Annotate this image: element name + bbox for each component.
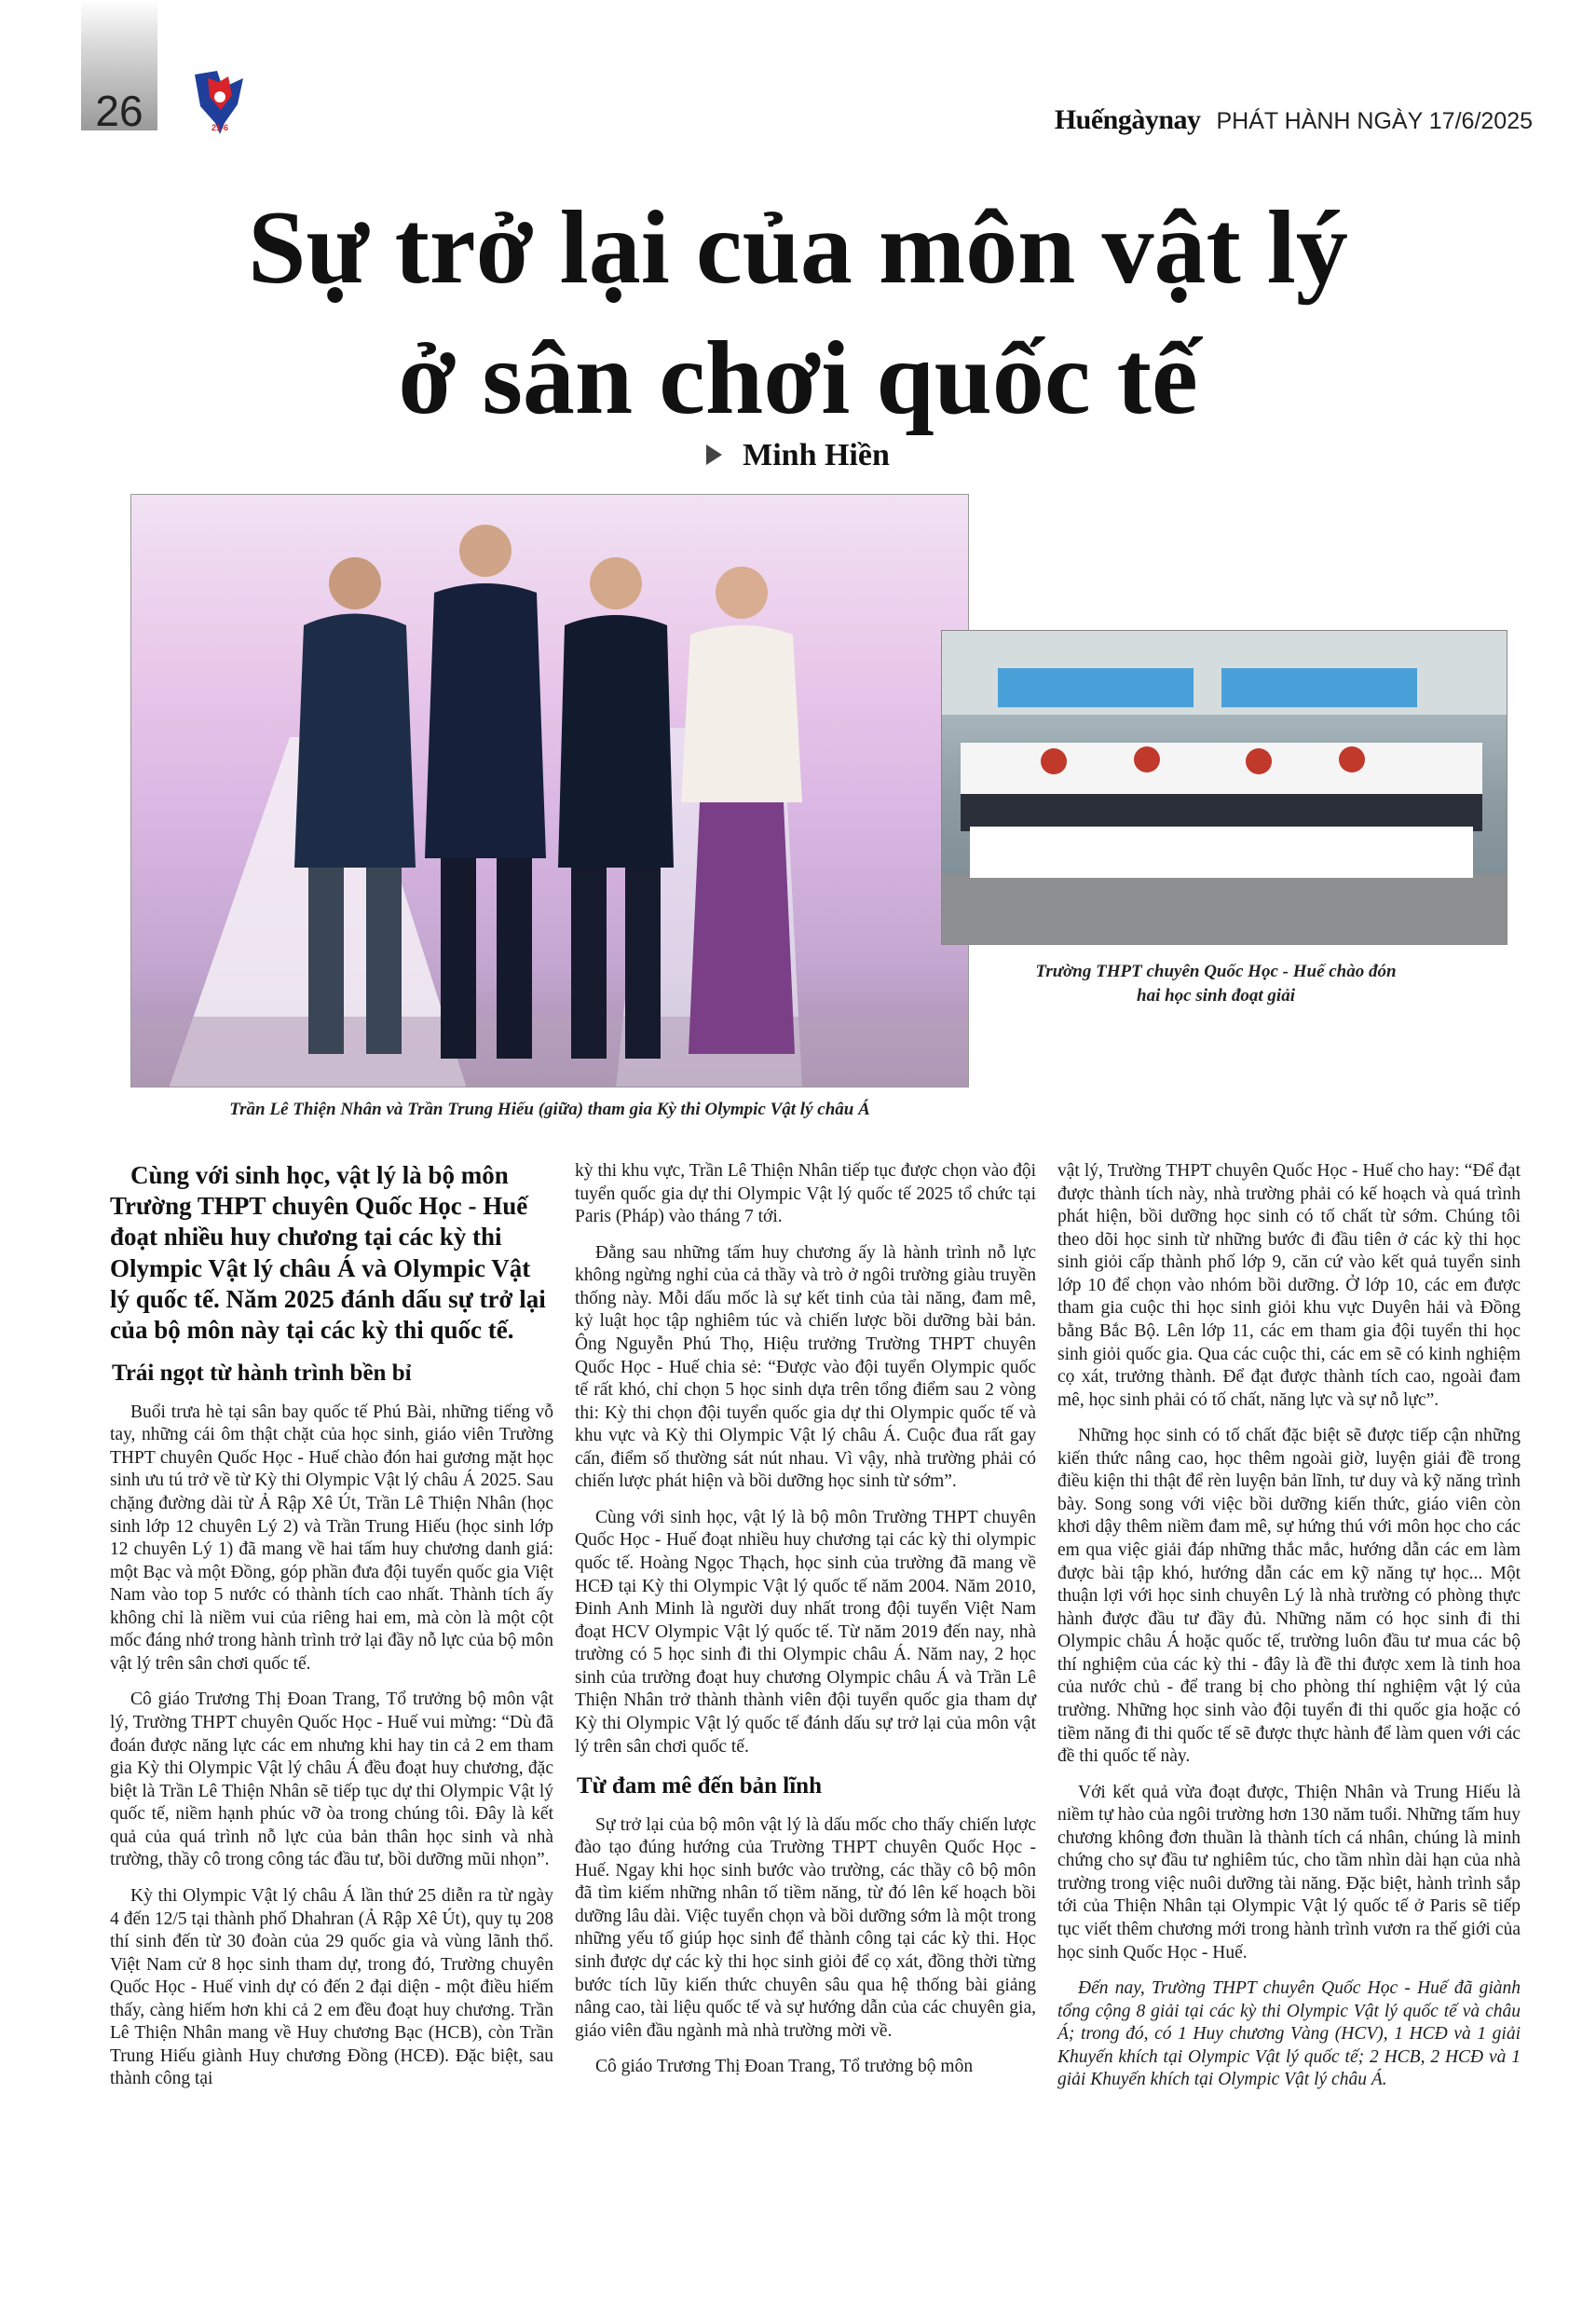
paragraph: Những học sinh có tố chất đặc biệt sẽ được tiếp cận những kiến thức nâng cao, học thêm ngoài giờ, luyện giải đề trong điều kiện thi thật để rèn luyện bản lĩnh, tư duy và kỹ năng trình bày. Song song với việc bồi dưỡng kiến thức, giáo viên còn khơi dậy thêm niềm đam mê, sự hứng thú với môn học cho các em qua việc giải đáp những thắc mắc, hướng dẫn các em làm được bài tập khó, hướng dẫn các em kỹ năng tự học... Một thuận lợi với học sinh chuyên Lý là nhà trường có phòng thực hành được đầu tư đầy đủ. Những năm có học sinh đi thi Olympic châu Á hoặc quốc tế, trường luôn đầu tư mua các bộ thí nghiệm của các kỳ thi - đây là đề thi được xem là tinh hoa của nước chủ - để trang bị cho phòng thí nghiệm vật lý của trường. Những học sinh vào đội tuyển đi thi quốc gia hoặc có tiềm năng đi thi quốc tế sẽ được thực hành để làm quen với các đề thi quốc tế này.: [1057, 1426, 1521, 1767]
headline-line-2: ở sân chơi quốc tế: [398, 321, 1198, 436]
paragraph: Cô giáo Trương Thị Đoan Trang, Tổ trưởng bộ môn: [595, 2057, 974, 2077]
paragraph: Sự trở lại của bộ môn vật lý là dấu mốc cho thấy chiến lược đào tạo đúng hướng của Trường THPT chuyên Quốc Học - Huế. Ngay khi học sinh bước vào trường, các thầy cô bộ môn đã tìm kiếm những nhân tố tiềm năng, từ đó lên kế hoạch bồi dưỡng lâu dài. Việc tuyển chọn và bồi dưỡng sớm là một trong những yếu tố giúp học sinh để thành công tại các kỳ thi. Học sinh được dự các kỳ thi học sinh giỏi để cọ xát, đồng thời từng bước tích lũy kiến thức chuyên sâu qua hệ thống bài giảng nâng cao, tài liệu quốc tế và sự hướng dẫn của các chuyên gia, giáo viên đầu ngành mà nhà trường mời về.: [575, 1814, 1036, 2041]
main-photo-illustration: [131, 495, 969, 1088]
subheading-1: Trái ngọt từ hành trình bền bỉ: [112, 1361, 412, 1387]
column-3: [1057, 1160, 1521, 2105]
author-name: Minh Hiền: [743, 438, 890, 472]
anniversary-logo: [191, 69, 249, 136]
paragraph: Cùng với sinh học, vật lý là bộ môn Trường THPT chuyên Quốc Học - Huế đoạt nhiều huy chương tại các kỳ thi olympic quốc tế. Hoàng Ngọc Thạch, học sinh của trường đã mang về HCĐ tại Kỳ thi Olympic Vật lý quốc tế năm 2004. Năm 2010, Đinh Anh Minh là người duy nhất trong đội tuyển Việt Nam đoạt HCV Olympic Vật lý quốc tế. Từ năm 2019 đến nay, nhà trường có 5 học sinh đi thi Olympic châu Á. Năm nay, 2 học sinh của trường đoạt huy chương Olympic châu Á và Trần Lê Thiện Nhân trở thành thành viên đội tuyển quốc gia tham dự Kỳ thi Olympic Vật lý quốc tế đánh dấu sự trở lại của môn vật lý trên sân chơi quốc tế.: [575, 1507, 1036, 1757]
side-caption-line-2: hai học sinh đoạt giải: [1137, 986, 1295, 1006]
closing-note: Đến nay, Trường THPT chuyên Quốc Học - Huế đã giành tổng cộng 8 giải tại các kỳ thi Olympic Vật lý quốc tế và châu Á; trong đó, có 1 Huy chương Vàng (HCV), 1 HCĐ và 1 giải Khuyến khích tại Olympic Vật lý quốc tế; 2 HCB, 2 HCĐ và 1 giải Khuyến khích tại Olympic Vật lý châu Á.: [1057, 1978, 1521, 2090]
masthead: [1055, 104, 1533, 136]
column-2: [575, 1160, 1036, 2092]
lead-paragraph: Cùng với sinh học, vật lý là bộ môn Trường THPT chuyên Quốc Học - Huế đoạt nhiều huy chương tại các kỳ thi Olympic Vật lý châu Á và Olympic Vật lý quốc tế. Năm 2025 đánh dấu sự trở lại của bộ môn này tại các kỳ thi quốc tế.: [110, 1161, 546, 1345]
paragraph: Cô giáo Trương Thị Đoan Trang, Tổ trưởng bộ môn vật lý, Trường THPT chuyên Quốc Học - Huế vui mừng: “Dù đã đoán được năng lực các em nhưng khi hay tin cả 2 em tham gia Kỳ thi Olympic Vật lý châu Á đều đoạt huy chương, đặc biệt là Trần Lê Thiện Nhân sẽ tiếp tục dự thi Olympic Vật lý quốc tế, niềm hạnh phúc vỡ òa trong chúng tôi. Đây là kết quả của quá trình nỗ lực của bản thân học sinh và nhà trường, thầy cô trong công tác đầu tư, bồi dưỡng mũi nhọn”.: [110, 1690, 553, 1870]
issue-date: PHÁT HÀNH NGÀY 17/6/2025: [1216, 108, 1533, 134]
play-triangle-icon: [706, 445, 722, 465]
main-photo-caption: Trần Lê Thiện Nhân và Trần Trung Hiếu (giữa) tham gia Kỳ thi Olympic Vật lý châu Á: [229, 1100, 870, 1119]
paragraph: Buổi trưa hè tại sân bay quốc tế Phú Bài, những tiếng vỗ tay, những cái ôm thật chặt của học sinh, giáo viên Trường THPT chuyên Quốc Học - Huế chào đón hai gương mặt học sinh ưu tú trở về từ Kỳ thi Olympic Vật lý châu Á 2025. Sau chặng đường dài từ Ả Rập Xê Út, Trần Lê Thiện Nhân (học sinh lớp 12 chuyên Lý 2) và Trần Trung Hiếu (học sinh lớp 12 chuyên Lý 1) đã mang về hai tấm huy chương danh giá: một Bạc và một Đồng, góp phần đưa đội tuyển quốc gia Việt Nam vào top 5 nước có thành tích cao nhất. Thành tích ấy không chỉ là niềm vui của riêng hai em, mà còn là một cột mốc đáng nhớ trong hành trình trở lại đầy nỗ lực của bộ môn vật lý trên sân chơi quốc tế.: [110, 1402, 553, 1674]
page-number: 26: [95, 87, 143, 135]
main-photo: [130, 494, 969, 1088]
headline-line-1: Sự trở lại của môn vật lý: [248, 190, 1348, 306]
group-photo-illustration: [942, 631, 1507, 945]
paragraph: Kỳ thi Olympic Vật lý châu Á lần thứ 25 diễn ra từ ngày 4 đến 12/5 tại thành phố Dhahran (Ả Rập Xê Út), quy tụ 208 thí sinh đến từ 30 đoàn của 29 quốc gia và vùng lãnh thổ. Việt Nam cử 8 học sinh tham dự, trong đó, Trường chuyên Quốc Học - Huế vinh dự có đến 2 đại diện - một điều hiếm thấy, càng hiếm hơn khi cả 2 em đều đoạt huy chương. Trần Lê Thiện Nhân mang về Huy chương Bạc (HCB), còn Trần Trung Hiếu giành Huy chương Đồng (HCĐ). Đặc biệt, sau thành công tại: [110, 1885, 553, 2089]
logo-text: 21-6: [211, 123, 229, 132]
publication-brand: Huếngàynay: [1054, 104, 1201, 135]
side-caption-line-1: Trường THPT chuyên Quốc Học - Huế chào đón: [1035, 962, 1397, 981]
byline: [0, 438, 1596, 473]
paragraph: Đằng sau những tấm huy chương ấy là hành trình nỗ lực không ngừng nghỉ của cả thầy và trò ở ngôi trường giàu truyền thống này. Mỗi dấu mốc là sự kết tinh của tài năng, đam mê, kỷ luật học tập nghiêm túc và chiến lược bồi dưỡng bài bản. Ông Nguyễn Phú Thọ, Hiệu trưởng Trường THPT chuyên Quốc Học - Huế chia sẻ: “Được vào đội tuyển Olympic quốc tế rất khó, chỉ chọn 5 học sinh dựa trên tổng điểm sau 2 vòng thi: Kỳ thi chọn đội tuyển quốc gia dự thi Olympic quốc tế và khu vực và Kỳ thi Olympic Vật lý châu Á. Cuộc đua rất gay cấn, điểm số thường sát nút nhau. Vì vậy, nhà trường phải có chiến lược phát hiện và bồi dưỡng học sinh từ sớm”.: [575, 1242, 1036, 1492]
group-photo: [941, 630, 1507, 945]
subheading-2: Từ đam mê đến bản lĩnh: [577, 1773, 822, 1799]
paragraph: vật lý, Trường THPT chuyên Quốc Học - Huế cho hay: “Để đạt được thành tích này, nhà trường phải có kế hoạch và quá trình phát hiện, bồi dưỡng học sinh có tố chất từ sớm. Chúng tôi theo dõi học sinh từ những bước đi đầu tiên ở các kỳ thi học sinh giỏi cấp thành phố lớp 9, căn cứ vào kết quả tuyển sinh lớp 10 để chọn vào nhóm bồi dưỡng. Ở lớp 10, các em được tham gia cuộc thi học sinh giỏi khu vực Duyên hải và Đồng bằng Bắc Bộ. Lên lớp 11, các em tham gia đội tuyển thi học sinh giỏi quốc gia. Qua các cuộc thi, các em sẽ có kinh nghiệm cọ xát, trưởng thành. Để đạt được thành tích cao, ngoài đam mê, học sinh phải có tố chất, năng lực và sự nỗ lực”.: [1057, 1161, 1521, 1410]
paragraph: kỳ thi khu vực, Trần Lê Thiện Nhân tiếp tục được chọn vào đội tuyển quốc gia dự thi Olympic Vật lý quốc tế 2025 tổ chức tại Paris (Pháp) vào tháng 7 tới.: [575, 1161, 1036, 1227]
paragraph: Với kết quả vừa đoạt được, Thiện Nhân và Trung Hiếu là niềm tự hào của ngôi trường hơn 130 năm tuổi. Những tấm huy chương không đơn thuần là thành tích cá nhân, chúng là minh chứng cho sự đầu tư nghiêm túc, cho tầm nhìn dài hạn của nhà trường trong việc nuôi dưỡng tài năng. Đặc biệt, hành trình sắp tới của Thiện Nhân tại Olympic Vật lý quốc tế ở Paris sẽ tiếp tục viết thêm chương mới trong hành trình vươn ra thế giới của học sinh Quốc Học - Huế.: [1057, 1782, 1521, 1963]
column-1: [110, 1160, 553, 2104]
side-photo-caption: [950, 960, 1481, 1008]
